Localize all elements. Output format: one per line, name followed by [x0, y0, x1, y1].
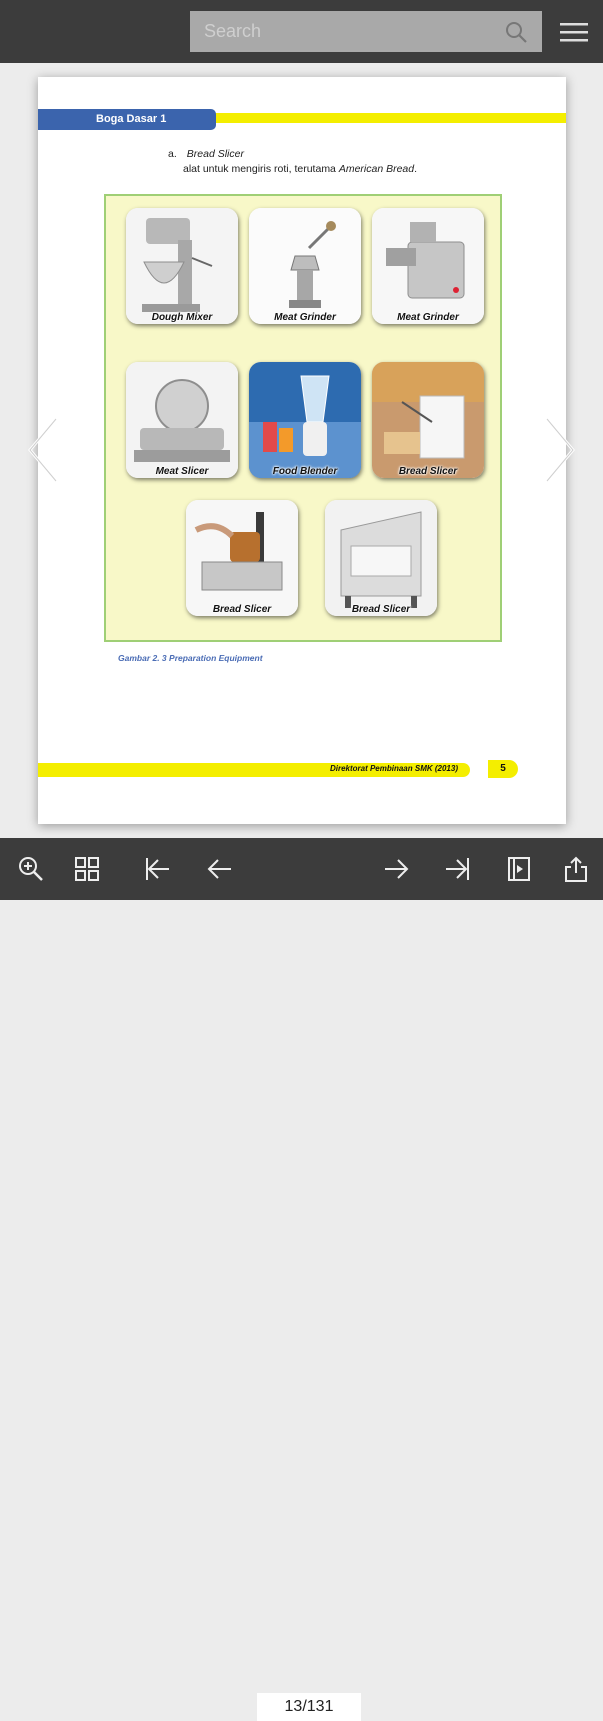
image-bread-slicer-guide	[372, 362, 484, 478]
page-number: 5	[488, 760, 518, 778]
item-desc-em: American Bread	[338, 163, 415, 175]
search-box[interactable]	[190, 11, 542, 52]
gallery-caption: Bread Slicer	[398, 466, 458, 477]
gallery-caption: Meat Grinder	[397, 312, 459, 323]
header-stripe	[208, 113, 566, 123]
share-icon[interactable]	[562, 855, 590, 883]
chevron-right-icon[interactable]	[543, 417, 577, 483]
zoom-in-icon[interactable]	[17, 855, 45, 883]
item-heading	[168, 148, 244, 160]
book-icon[interactable]	[505, 855, 533, 883]
chevron-left-icon[interactable]	[26, 417, 60, 483]
item-description	[183, 163, 417, 175]
search-input[interactable]	[190, 11, 490, 52]
footer-text: Direktorat Pembinaan SMK (2013)	[329, 764, 458, 773]
item-title: Bread Slicer	[186, 148, 244, 160]
item-marker: a.	[168, 148, 177, 160]
document-viewer	[0, 63, 603, 838]
image-meat-grinder-electric	[372, 208, 484, 324]
bottom-toolbar	[0, 838, 603, 900]
header-tab: Boga Dasar 1	[38, 109, 216, 130]
gallery-caption: Bread Slicer	[351, 604, 411, 615]
next-page-icon[interactable]	[383, 855, 411, 883]
gallery-caption: Meat Grinder	[274, 312, 336, 323]
menu-icon[interactable]	[558, 17, 590, 47]
last-page-icon[interactable]	[444, 855, 472, 883]
equipment-gallery	[104, 194, 502, 642]
gallery-caption: Food Blender	[272, 466, 338, 477]
image-dough-mixer	[126, 208, 238, 324]
image-bread-slicer-manual	[186, 500, 298, 616]
gallery-caption: Meat Slicer	[155, 466, 209, 477]
image-meat-slicer	[126, 362, 238, 478]
page-number-input[interactable]	[257, 1693, 361, 1721]
search-icon[interactable]	[504, 20, 528, 44]
prev-page-icon[interactable]	[205, 855, 233, 883]
top-toolbar	[0, 0, 603, 63]
image-meat-grinder	[249, 208, 361, 324]
item-desc-prefix: alat untuk mengiris roti, terutama	[183, 163, 339, 175]
figure-caption: Gambar 2. 3 Preparation Equipment	[118, 653, 263, 663]
document-page	[38, 77, 566, 824]
image-bread-slicer-machine	[325, 500, 437, 616]
gallery-caption: Bread Slicer	[212, 604, 272, 615]
grid-icon[interactable]	[73, 855, 101, 883]
image-food-blender	[249, 362, 361, 478]
gallery-caption: Dough Mixer	[151, 312, 213, 323]
item-desc-suffix: .	[414, 163, 418, 175]
first-page-icon[interactable]	[143, 855, 171, 883]
